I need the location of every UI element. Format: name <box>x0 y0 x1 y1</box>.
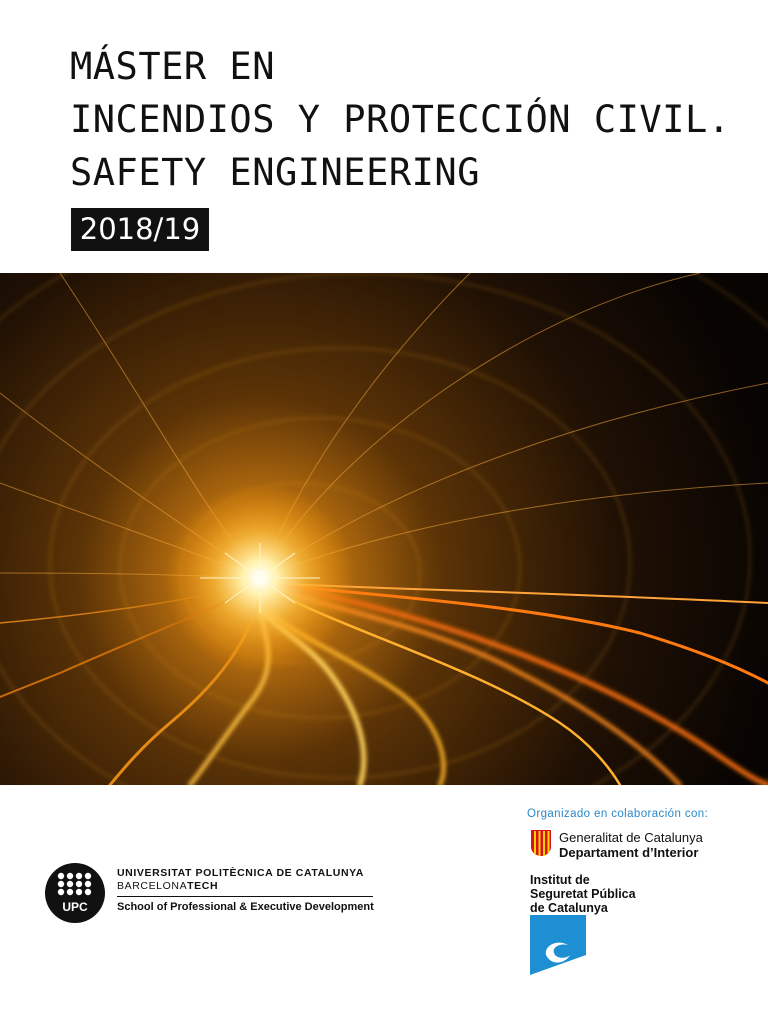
light-tunnel-graphic <box>0 273 768 785</box>
department-name: Departament d’Interior <box>559 845 699 860</box>
upc-divider <box>117 896 373 897</box>
ispc-text <box>530 873 680 915</box>
ispc-line-1: Institut de <box>530 873 590 887</box>
upc-logo <box>45 863 105 923</box>
ispc-line-3: de Catalunya <box>530 901 608 915</box>
hero-image <box>0 273 768 785</box>
upc-text <box>117 866 375 914</box>
title-line-1: MÁSTER EN <box>70 45 275 88</box>
generalitat-name: Generalitat de Catalunya <box>559 830 703 845</box>
upc-school: School of Professional & Executive Development <box>117 901 374 913</box>
ispc-logo <box>530 915 590 977</box>
upc-barcelona: BARCELONA <box>117 880 188 892</box>
page-title <box>70 40 750 199</box>
ispc-line-2: Seguretat Pública <box>530 887 636 901</box>
year-badge: 2018/19 <box>71 208 209 251</box>
upc-logo-text: UPC <box>62 900 88 914</box>
light-center <box>253 571 267 585</box>
collaboration-label: Organizado en colaboración con: <box>527 808 709 820</box>
title-line-2: INCENDIOS Y PROTECCIÓN CIVIL. <box>70 98 731 141</box>
generalitat-text <box>559 830 703 860</box>
upc-barcelonatech <box>117 880 375 893</box>
upc-tech: TECH <box>187 880 219 892</box>
title-line-3: SAFETY ENGINEERING <box>70 151 480 194</box>
upc-name: UNIVERSITAT POLITÈCNICA DE CATALUNYA <box>117 867 364 879</box>
generalitat-logo <box>530 829 552 857</box>
